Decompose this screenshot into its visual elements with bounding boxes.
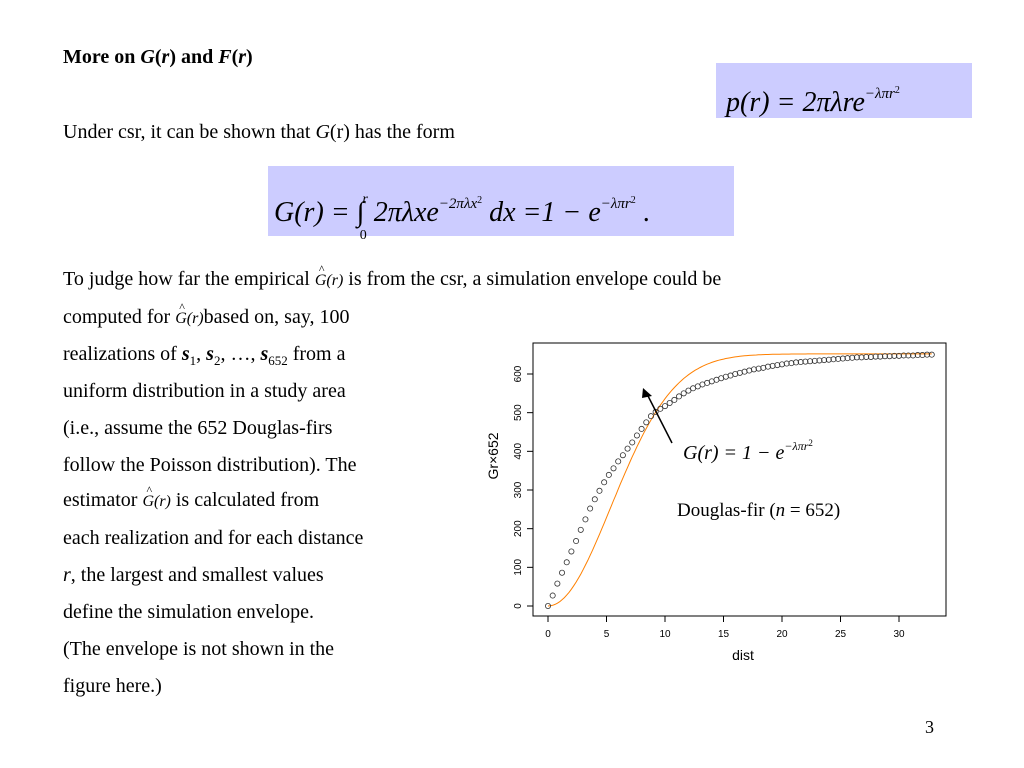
data-point [868,354,873,359]
G-integrand: 2πλxe [366,197,439,228]
paragraph-line: (The envelope is not shown in the [63,638,335,660]
data-point [775,363,780,368]
data-point [714,377,719,382]
data-point [915,352,920,357]
data-point [896,353,901,358]
data-point [569,549,574,554]
data-point [882,354,887,359]
y-axis-label: Gr×652 [485,432,501,480]
estimator-text [63,489,319,512]
data-point [859,355,864,360]
x-tick-label: 30 [893,629,905,640]
data-point [929,352,934,357]
title-paren: ) [246,46,253,68]
title-paren: ( [231,46,239,68]
data-point [747,368,752,373]
douglas-fir-n: n [775,500,786,521]
data-point [761,365,766,370]
data-point [592,497,597,502]
data-point [588,506,593,511]
data-point [728,373,733,378]
title-paren: ( [154,46,162,68]
csr-text [63,121,455,144]
computed-text [63,306,350,329]
douglas-fir-text-a: Douglas-fir ( [677,500,776,521]
data-point [620,453,625,458]
data-point [705,380,710,385]
data-point [817,358,822,363]
data-point [648,414,653,419]
y-tick-label: 400 [513,442,524,460]
data-point [807,359,812,364]
csr-text-b: has the form [349,121,455,143]
annotation-arrow [647,394,672,443]
douglas-fir-text-b: = 652) [785,500,841,521]
paragraph-line: each realization and for each distance [63,527,364,549]
pdf-exponent: −λπr [864,86,895,102]
data-point [709,379,714,384]
data-point [793,360,798,365]
data-point [681,391,686,396]
data-point [906,353,911,358]
paragraph-line: follow the Poisson distribution). The [63,454,357,476]
data-point [854,355,859,360]
data-point [564,560,569,565]
paragraph-line [63,564,324,587]
data-point [667,400,672,405]
data-point [812,358,817,363]
s2: s [206,343,214,365]
x-tick-label: 20 [776,629,788,640]
s1-sub: 1 [189,353,197,368]
data-point [545,603,550,608]
G-integrand-exponent: −2πλx [438,196,478,212]
pdf-equation-box [716,63,972,118]
data-point [840,356,845,361]
data-point [573,538,578,543]
realizations-text-a: realizations of [63,343,182,365]
distance-r: r [63,564,71,586]
integral-upper: r [362,192,368,207]
data-point [559,570,564,575]
data-point [901,353,906,358]
data-point [864,354,869,359]
title-r: r [161,46,170,68]
data-point [653,409,658,414]
x-tick-label: 15 [717,629,730,640]
data-point [910,353,915,358]
data-point [887,354,892,359]
curve-equation: G(r) = 1 − e [683,442,785,464]
data-point [737,370,742,375]
csr-text-r: (r) [329,121,350,143]
separator: , [196,343,207,365]
data-point [625,446,630,451]
data-point [630,440,635,445]
judge-text-a: To judge how far the empirical [63,268,315,290]
y-tick-label: 600 [513,365,524,383]
title-F: F [218,46,232,68]
realizations-text [63,343,346,369]
data-point [606,472,611,477]
data-point [700,382,705,387]
s652: s [260,343,269,365]
data-point [686,388,691,393]
theoretical-curve [548,354,932,606]
data-point [798,359,803,364]
title-and: ) and [169,46,219,68]
data-point [751,367,756,372]
title-r: r [238,46,247,68]
data-point [695,384,700,389]
G-hat-symbol: ^ G(r) [142,493,170,511]
slide-title [63,46,253,69]
data-point [779,362,784,367]
data-point [822,357,827,362]
G-rhs-exponent: −λπr [600,196,631,212]
csr-text-a: Under csr, it can be shown that [63,121,316,143]
plot-frame [533,343,946,616]
data-point [756,366,761,371]
judge-text [63,268,721,291]
computed-text-b: based on, say, 100 [203,306,350,328]
data-point [639,426,644,431]
csr-text-G: G [315,121,330,143]
data-point [770,363,775,368]
data-point [831,357,836,362]
y-tick-label: 0 [513,603,524,609]
data-point [803,359,808,364]
title-text: More on [63,46,141,68]
s1: s [181,343,190,365]
G-equation-box [268,166,734,243]
x-tick-label: 0 [545,629,551,640]
data-point [672,397,677,402]
douglas-fir-label [677,500,840,522]
x-tick-label: 5 [603,629,610,640]
data-point [892,353,897,358]
data-point [676,394,681,399]
G-equation-end: . [635,197,650,228]
data-point [742,369,747,374]
data-point [597,488,602,493]
data-point [733,371,738,376]
data-point [826,357,831,362]
pdf-exponent-square: 2 [894,85,900,96]
G-integrand-exponent-square: 2 [477,195,483,206]
y-tick-label: 200 [513,520,524,538]
data-point [662,403,667,408]
data-point [634,433,639,438]
judge-text-b: is from the csr, a simulation envelope could be [348,268,722,290]
data-point [644,420,649,425]
estimator-text-a: estimator [63,489,143,511]
data-point [723,374,728,379]
y-tick-label: 300 [513,481,524,499]
curve-equation-exponent: −λπr [784,439,809,453]
G-hat-symbol: ^ G(r) [315,272,343,290]
estimator-text-b: is calculated from [175,489,320,511]
data-point [789,361,794,366]
data-point [845,356,850,361]
curve-equation-label [683,438,813,465]
empirical-points [545,352,934,609]
data-point [878,354,883,359]
integral-lower: 0 [359,228,367,243]
arrow-head [642,388,652,398]
data-point [873,354,878,359]
G-equation-lhs: G(r) = ∫ [274,197,365,228]
data-point [690,386,695,391]
x-tick-label: 25 [834,629,847,640]
s652-sub: 652 [268,353,288,368]
data-point [602,480,607,485]
y-tick-label: 100 [513,558,524,576]
data-point [765,364,770,369]
G-equation-rhs: dx =1 − e [482,197,601,228]
separator: , …, [220,343,261,365]
paragraph-line-rest: , the largest and smallest values [70,564,324,586]
pdf-equation: p(r) = 2πλre [726,87,865,118]
G-hat-symbol: ^ G(r) [175,310,203,328]
paragraph-line: uniform distribution in a study area [63,380,346,402]
paragraph-line: figure here.) [63,675,162,697]
data-point [616,459,621,464]
data-point [658,406,663,411]
data-point [924,352,929,357]
G-rhs-exponent-square: 2 [630,195,636,206]
curve-equation-exponent-square: 2 [808,438,813,448]
x-tick-label: 10 [659,629,671,640]
s2-sub: 2 [213,353,221,368]
y-tick-label: 500 [513,404,524,422]
data-point [550,593,555,598]
data-point [920,352,925,357]
realizations-text-b: from a [287,343,346,365]
page-number: 3 [925,717,934,737]
data-point [611,466,616,471]
x-axis-label: dist [732,647,754,663]
data-point [850,355,855,360]
data-point [555,581,560,586]
computed-text-a: computed for [63,306,176,328]
paragraph-line: define the simulation envelope. [63,601,315,623]
data-point [583,517,588,522]
data-point [836,356,841,361]
data-point [578,527,583,532]
data-point [719,376,724,381]
data-point [784,361,789,366]
paragraph-line: (i.e., assume the 652 Douglas-firs [63,417,333,439]
title-G: G [140,46,155,68]
